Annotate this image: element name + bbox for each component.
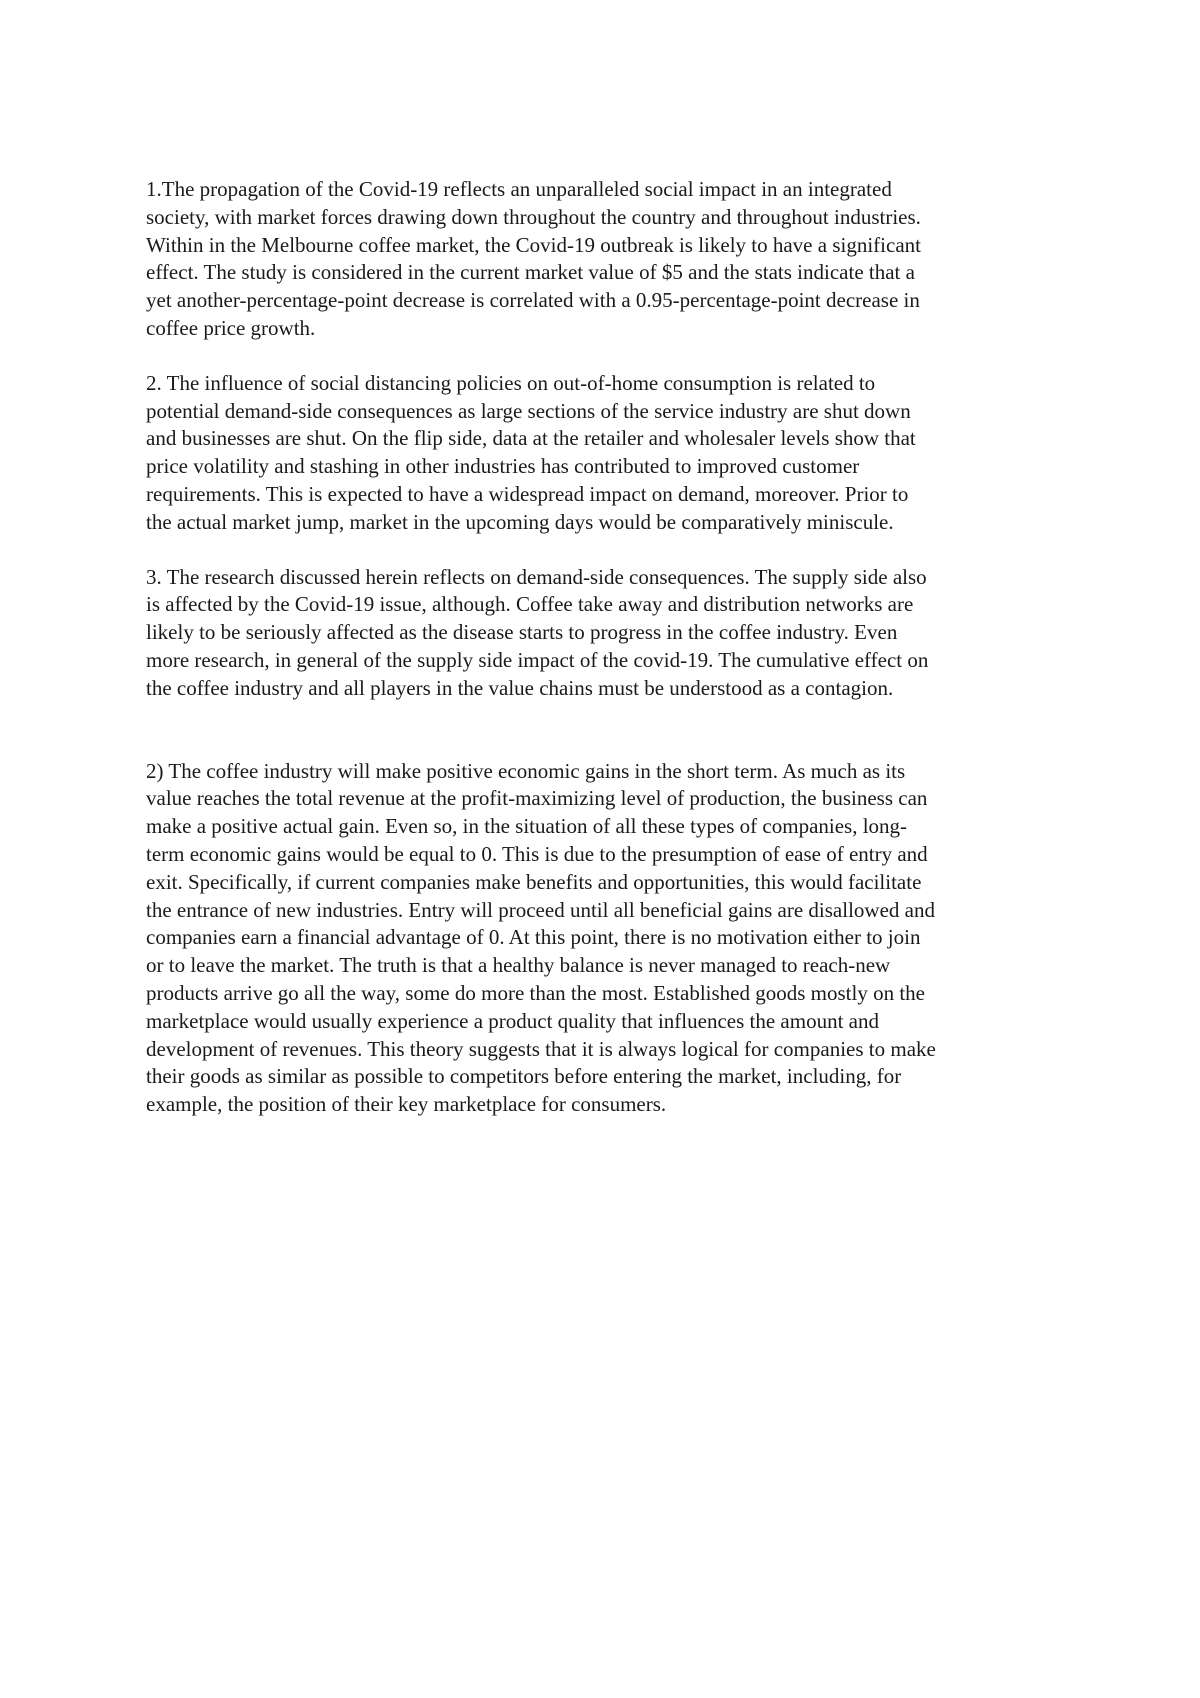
paragraph-1: 1.The propagation of the Covid-19 reflects an unparalleled social impact in an integrated society, with market forces drawing down throughout the country and throughout industries. Within in the Melbourne coffee market, the Covid-19 outbreak is likely to have a significant effect. The study is considered in the current market value of $5 and the stats indicate that a yet another-percentage-point decrease is correlated with a 0.95-percentage-point decrease in coffee price growth.	[146, 177, 921, 340]
section-spacer	[146, 703, 1076, 758]
paragraph-3: 3. The research discussed herein reflects on demand-side consequences. The supply side also is affected by the Covid-19 issue, although. Coffee take away and distribution networks are likely to be seriously affected as the disease starts to progress in the coffee industry. Even more research, in general of the supply side impact of the covid-19. The cumulative effect on the coffee industry and all players in the value chains must be understood as a contagion.	[146, 564, 929, 700]
paragraph-4: 2) The coffee industry will make positive economic gains in the short term. As much as its value reaches the total revenue at the profit-maximizing level of production, the business can make a positive actual gain. Even so, in the situation of all these types of companies, long- term economic gains would be equal to 0. This is due to the presumption of ease of entry and exit. Specifically, if current companies make benefits and opportunities, this would facilitate the entrance of new industries. Entry will proceed until all beneficial gains are disallowed and companies earn a financial advantage of 0. At this point, there is no motivation either to join or to leave the market. The truth is that a healthy balance is never managed to reach-new products arrive go all the way, some do more than the most. Established goods mostly on the marketplace would usually experience a product quality that influences the amount and development of revenues. This theory suggests that it is always logical for companies to make their goods as similar as possible to competitors before entering the market, including, for example, the position of their key marketplace for consumers.	[146, 758, 936, 1117]
document-body	[146, 176, 1076, 1119]
paragraph-spacer	[146, 537, 1076, 564]
paragraph-2: 2. The influence of social distancing policies on out-of-home consumption is related to potential demand-side consequences as large sections of the service industry are shut down and businesses are shut. On the flip side, data at the retailer and wholesaler levels show that price volatility and stashing in other industries has contributed to improved customer requirements. This is expected to have a widespread impact on demand, moreover. Prior to the actual market jump, market in the upcoming days would be comparatively miniscule.	[146, 370, 916, 534]
paragraph-spacer	[146, 343, 1076, 370]
